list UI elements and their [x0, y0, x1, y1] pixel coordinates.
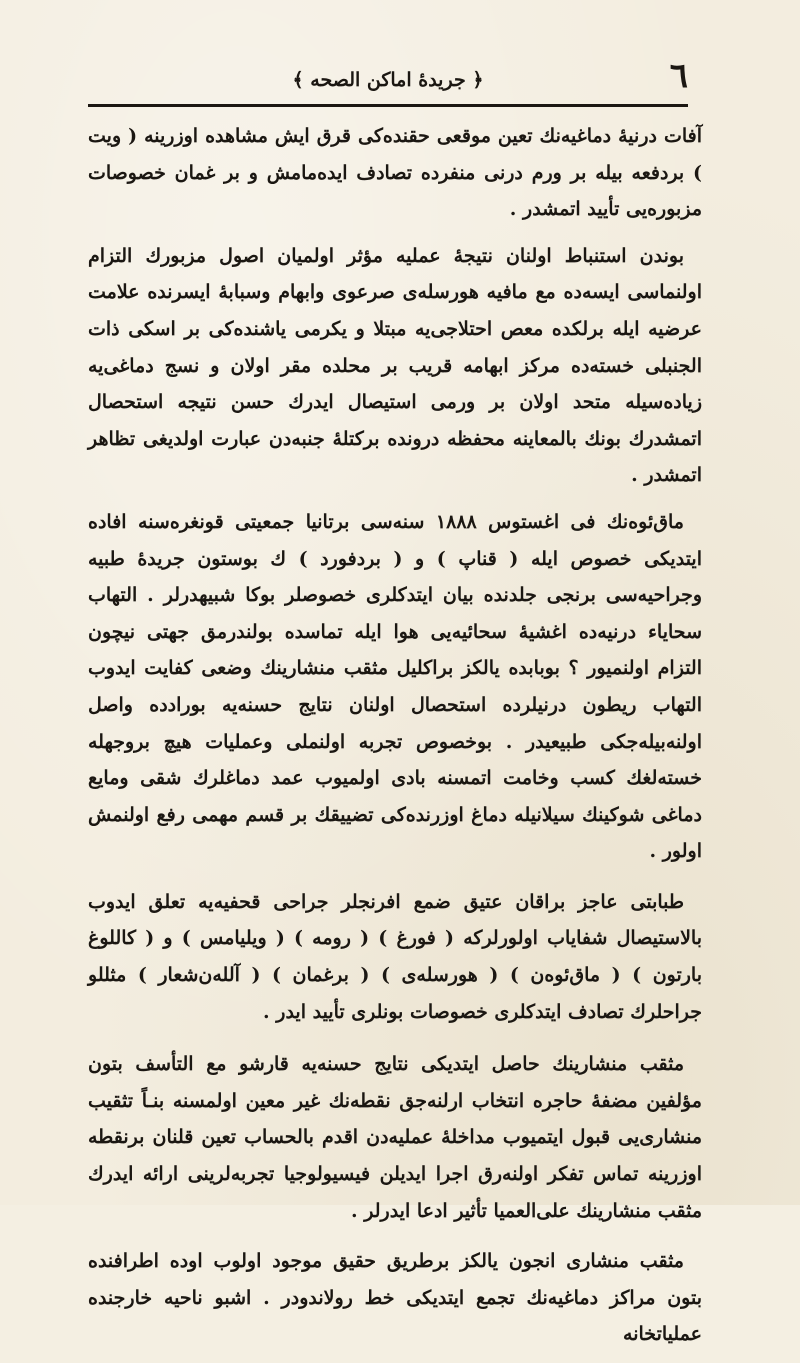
paragraph-5: مثقب منشارینك حاصل ایتدیكی نتایج حسنه‌یه قارشو مع التأسف بتون مؤلفین مضفهٔ حاجره انتخاب ارلنه‌جق نقطه‌نك غیر معین اولمسنه بنـاً تثقیب منشاری‌یی قبول ایتمیوب مداخلهٔ عملیه‌دن اقدم بالحساب تعین قلنان برنقطه اوزرینه تماس تفكر اولنه‌رق اجرا ایدیلن فیسیولوجیا تجربه‌لرینی ارائه ایدرك مثقب منشارینك علی‌العمیا تأثیر ادعا ایدرلر .: [88, 1053, 702, 1222]
header-rule: [88, 104, 688, 107]
paragraph-4: طبابتی عاجز براقان عتیق ضمع افرنجلر جراحی قحفیه‌یه تعلق ایدوب بالاستیصال شفایاب اولورلرکه ( فورغ ) ( رومه ) ( ویلیامس ) و ( كاللوغ بارتون ) ( ماق‌ئوه‌ن ) ( هورسله‌ی ) ( برغمان ) ( آلله‌ن‌شعار ) مثللو جراحلرك تصادف ایتدكلری خصوصات بونلری تأیید ایدر .: [88, 890, 702, 1023]
page-number: ٦: [669, 56, 688, 96]
paragraph-1: آفات درنیهٔ دماغیه‌نك تعین موقعی حقنده‌كی قرق ایش مشاهده اوزرینه ( ویت ) بردفعه بیله بر ورم درنی منفرده تصادف ایده‌مامش و بر غمان خصوصات مزبوره‌یی تأیید اتمشدر .: [88, 125, 702, 221]
running-title: ﴿ جريدهٔ اماكن الصحه ﴾: [292, 69, 484, 91]
paragraph-2: بوندن استنباط اولنان نتیجهٔ عملیه مؤثر اولمیان اصول مزبورك التزام اولنماسی ایسه‌ده مع مافیه هورسله‌ی صرعوی وابهام وسبابهٔ ایسرنده علامت عرضیه ایله برلكده معص احتلاجی‌یه مبتلا و یكرمی یاشنده‌كی بر اسكی ذات الجنبلی خسته‌ده مركز ابهامه قریب بر محلده مقر اولان و نسج دماغی‌یه زیاده‌سیله متحد اولان بر ورمی استیصال ایدرك حسن نتیجه استحصال اتمشدرك بونك بالمعاینه محفظه درونده بركتلهٔ جنبه‌دن عبارت اولدیغی تظاهر اتمشدر .: [88, 244, 702, 487]
paragraph-6: مثقب منشاری انجون یالكز برطریق حقیق موجود اولوب اوده اطرافنده بتون مراكز دماغیه‌نك تجمع ایتدیكی خط رولاندودر . اشبو ناحیه خارجنده عملیاتخانه: [88, 1250, 702, 1346]
page-header: [88, 56, 688, 102]
paragraph-3: ماق‌ئوه‌نك فی اغستوس ١٨٨٨ سنه‌سی برتانیا جمعیتی قونغره‌سنه افاده ایتدیكی خصوص ایله ( قناپ ) و ( بردفورد ) ك بوستون جریدهٔ طبیه وجراحیه‌سی برنجی جلدنده بیان ایتدكلری خصوصلر بوكا شبیهدرلر . التهاب سحایاء درنیه‌ده اغشیهٔ سحائیه‌یی هوا ایله تماسده بولندرمق جهتی نیچون التزام اولنمیور ؟ بوبابده یالكز براكلیل مثقب منشارینك وضعی كفایت ایدوب التهاب ریطون درنیلرده استحصال اولنان نتایج حسنه‌یه بورادده واصل اولنه‌بیله‌جكی طبیعیدر . بوخصوص تجربه اولنملی وعملیات هیچ بروجهله خسته‌لغك كسب وخامت اتمسنه بادی اولمیوب عمد دماغلرك شقی ومایع دماغی شوكینك سیلانیله دماغ اوزرنده‌كی تضییقك بر قسم مهمی رفع اولنمش اولور .: [88, 510, 702, 863]
body-text: [88, 118, 702, 1363]
